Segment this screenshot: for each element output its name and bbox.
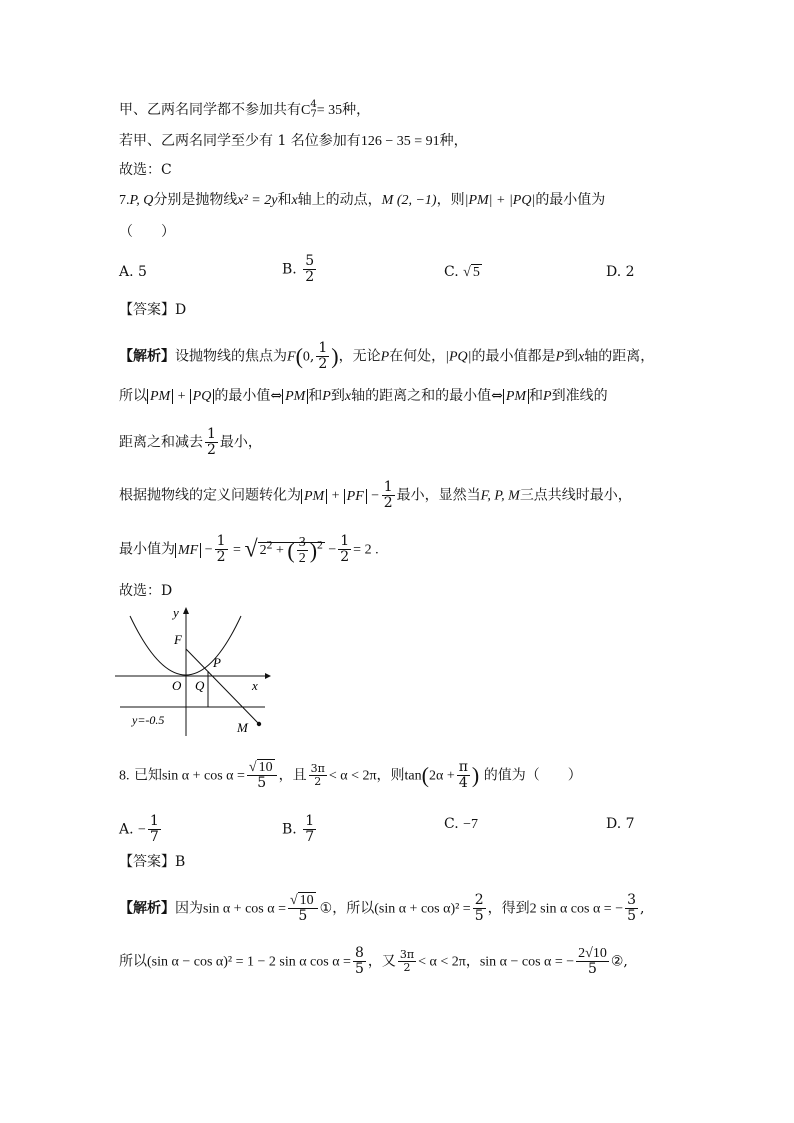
q8-arg-den: 4 — [457, 775, 470, 791]
q7-s2-x: x — [344, 389, 352, 404]
comb-sup: 4 — [310, 99, 317, 110]
q7-solution-line-3 — [119, 427, 262, 458]
q8-b-frac — [303, 814, 316, 845]
q7-s2f: 和 — [529, 388, 544, 404]
q7-s2-p: P — [322, 389, 331, 404]
q8-arg: 2α + — [428, 768, 455, 784]
q7-x: x — [291, 193, 298, 208]
q7-s1e: 的最小值都是 — [471, 348, 556, 365]
q8-t1: 已知 — [133, 767, 162, 784]
q7-s5-radicand: $2^2$ + ( $\frac{3}{2}$ )$^2$ — [259, 534, 323, 566]
q7-s4c: F, P, M — [480, 488, 520, 504]
line1-text: 甲、乙两名同学都不参加共有 — [119, 102, 301, 118]
q7-t5: 的最小值为 — [535, 192, 606, 208]
line2-end: 种， — [439, 133, 468, 149]
q8-c-label: C. — [444, 816, 459, 832]
q7-expr: |PM| + |PQ| — [464, 193, 536, 208]
q8-arg-num: π — [458, 759, 468, 775]
q7-t3: 轴上的动点， — [297, 192, 382, 208]
q8-s1-den: 5 — [288, 908, 318, 924]
q7-s4-num: 1 — [383, 479, 393, 495]
q8-s1-frac2 — [473, 893, 486, 924]
q8-s2-range — [398, 949, 416, 974]
line1-end: 种， — [342, 102, 371, 118]
q7-s5-exp1: 2 — [266, 537, 273, 551]
q8-rad: 10 — [258, 760, 273, 775]
q7-b-label: B. — [282, 261, 297, 278]
text-line-2 — [119, 131, 468, 152]
q8-s1e: 2 sin α cos α = − — [529, 901, 624, 917]
q7-b-den: 2 — [305, 269, 315, 285]
q7-number: 7. — [119, 193, 130, 208]
q7-s4b: 最小，显然当 — [396, 487, 481, 504]
q7-sol-label: 【解析】 — [119, 348, 175, 365]
q7-solution-line-4 — [119, 480, 632, 511]
q8-s2-range-num: 3π — [399, 948, 415, 961]
q8-s2c: ，又 — [367, 953, 396, 970]
comb-sub: 7 — [310, 109, 317, 120]
q7-s1g: 到 — [564, 348, 579, 365]
q8-stem — [119, 760, 582, 791]
q7-s1-p2: P — [555, 349, 565, 365]
q7-solution-line-2 — [119, 386, 608, 407]
q7-point-m: M (2, −1) — [381, 193, 437, 208]
q7-t2: 和 — [277, 192, 292, 208]
q8-s2b: (sin α − cos α)² = 1 − 2 sin α cos α = — [147, 954, 351, 970]
q8-s1-num: √ 10 — [289, 893, 314, 908]
q8-s1-frac — [288, 893, 318, 924]
q7-s2-expr: PM + PQ — [147, 389, 214, 404]
y-axis-arrow — [183, 607, 189, 614]
q7-s5-num1: 1 — [216, 533, 226, 549]
point-m — [257, 722, 261, 726]
q8-frac-num: √ 10 — [248, 760, 273, 775]
q7-s1-zero: 0 — [302, 349, 310, 365]
q7-s3-num: 1 — [207, 426, 216, 442]
q8-s2d: ， — [465, 953, 480, 970]
q8-s1-num2: 2 — [474, 892, 484, 908]
q8-range-num: 3π — [310, 762, 325, 775]
label-f: F — [174, 632, 182, 647]
q8-s2-frac — [353, 946, 366, 977]
q8-s2f: ②, — [610, 953, 628, 970]
q7-s4-frac — [382, 480, 395, 511]
q8-arg-frac — [457, 760, 470, 791]
q7-s1b: ，无论 — [338, 348, 381, 365]
q7-s5a: 最小值为 — [119, 541, 175, 558]
q8-frac — [247, 760, 277, 791]
q7-s2c: 和 — [308, 388, 323, 404]
q8-s1-den3: 5 — [627, 908, 637, 924]
q7-s3-den: 2 — [207, 442, 216, 458]
q7-s5-frac3 — [338, 534, 351, 565]
q7-c-sqrt: √ 5 — [463, 265, 480, 280]
q7-s2-p2: P — [543, 389, 552, 404]
q8-c-val: −7 — [463, 817, 479, 832]
q7-s3b: 最小， — [219, 434, 262, 451]
q8-b-num: 1 — [305, 813, 315, 829]
q7-s3-frac — [205, 427, 218, 458]
q8-s1-lhs: sin α + cos α = — [203, 901, 286, 917]
q8-solution-line-2 — [119, 946, 628, 977]
parabola-figure — [115, 604, 275, 739]
q8-t3: ，则 — [376, 767, 405, 784]
q7-s1-p: P — [380, 349, 390, 365]
line2-text: 若甲、乙两名同学至少有 1 名位参加有 — [119, 133, 361, 149]
q8-t4: 的值为（ ） — [483, 767, 582, 784]
x-axis-arrow — [265, 673, 271, 679]
q7-s1-x: x — [578, 349, 585, 365]
q7-s5-mf: MF — [175, 543, 201, 558]
label-y: y — [173, 605, 179, 620]
q8-s2-num2: 2√10 — [578, 946, 607, 961]
q7-s1-lparen: ( — [295, 343, 303, 369]
q7-option-d: D. 2 — [606, 264, 635, 280]
q7-s1h: 轴的距离， — [584, 348, 655, 365]
q8-range-frac — [309, 763, 327, 788]
q8-range-mid: < α < 2π — [328, 768, 377, 784]
q7-choose: 故选：D — [119, 583, 173, 599]
label-directrix: y=-0.5 — [132, 713, 165, 727]
q7-s4-den: 2 — [383, 495, 393, 511]
q8-s1d: ，得到 — [487, 900, 530, 917]
q7-s4-expr: PM + PF − — [301, 489, 380, 504]
q8-sol-label: 【解析】 — [119, 900, 175, 917]
q8-a-sign: − — [138, 822, 146, 838]
q8-rparen: ) — [471, 762, 480, 788]
q7-s2-pm: PM — [282, 389, 308, 404]
q8-option-c — [444, 814, 478, 835]
q7-t4: ，则 — [436, 192, 465, 208]
q8-lparen: ( — [421, 762, 429, 788]
q8-a-frac — [148, 814, 161, 845]
q8-s2a: 所以 — [119, 953, 147, 970]
q7-s2d: 到 — [330, 388, 345, 404]
q8-option-d: D. 7 — [606, 816, 635, 832]
q7-s2b: 的最小值⇔ — [214, 388, 283, 404]
q7-s2e: 轴的距离之和的最小值⇔ — [351, 388, 503, 404]
q7-s1-den: 2 — [318, 356, 328, 372]
q7-parabola-eq: x² = 2y — [237, 193, 278, 208]
q7-s5-num3: 1 — [340, 533, 350, 549]
q7-s5-exp2: 2 — [317, 537, 323, 551]
q7-option-b — [282, 254, 318, 285]
line2-equation: 126 − 35 = 91 — [360, 134, 440, 149]
q8-s1-rad: 10 — [299, 893, 314, 908]
q8-s2-frac2 — [576, 946, 609, 977]
q8-s1c: (sin α + cos α)² = — [374, 901, 471, 917]
q7-s5-base: 2 — [259, 542, 267, 558]
q8-s1-num3: 3 — [627, 892, 637, 908]
q7-c-radicand: 5 — [472, 265, 480, 280]
q8-solution-line-1: 【解析】因为sin α + cos α = $\frac{√ 10}{5}$ ①，所以(sin α + cos α)² = $\frac{2}{5}$ ，得到2 sin α cos α = − $\frac{3}{5}$ , — [119, 892, 645, 924]
q8-b-label: B. — [282, 821, 297, 838]
q7-s5-frac1 — [215, 534, 228, 565]
text-line-3: 故选：C — [119, 162, 172, 178]
q8-tan: tan — [404, 768, 422, 784]
q7-s5b: = 2 . — [353, 542, 379, 558]
q8-a-label: A. — [119, 821, 134, 838]
q7-s1a: 设抛物线的焦点为 — [175, 348, 287, 365]
q8-s2-den: 5 — [354, 961, 364, 977]
comb-symbol: C — [301, 103, 311, 118]
label-x: x — [252, 678, 258, 693]
q7-s1-f: F — [287, 349, 296, 365]
q8-s2e: sin α − cos α = − — [479, 954, 575, 970]
q8-lhs: sin α + cos α = — [161, 768, 245, 784]
q7-paren: （ ） — [119, 224, 175, 240]
q7-s5-den2: 2 — [298, 550, 306, 566]
q8-s2-range-mid: < α < 2π — [418, 954, 466, 970]
q7-option-c — [444, 262, 482, 283]
q7-s2a: 所以 — [119, 388, 147, 404]
line1-equation: = 35 — [316, 103, 343, 118]
q8-s1b: ①，所以 — [319, 900, 375, 917]
q8-frac-den: 5 — [247, 775, 277, 791]
q7-s5-den3: 2 — [340, 549, 350, 565]
label-m: M — [237, 720, 248, 735]
q8-b-den: 7 — [305, 829, 315, 845]
q8-arg-two: 2 — [428, 768, 436, 784]
q8-t2: ，且 — [278, 767, 307, 784]
label-q: Q — [195, 678, 205, 693]
q8-s1-frac3 — [625, 893, 638, 924]
q7-b-num: 5 — [305, 253, 315, 269]
q7-solution-line-1: 【解析】设抛物线的焦点为F(0, $\frac{1}{2}$ )，无论P在何处，|PQ|的最小值都是P到x轴的距离， — [119, 340, 655, 372]
q7-s4a: 根据抛物线的定义问题转化为 — [119, 487, 301, 504]
q7-s1-rparen: ) — [331, 343, 339, 369]
q7-b-frac — [303, 254, 316, 285]
q8-s1-den2: 5 — [474, 908, 484, 924]
label-o: O — [172, 678, 182, 693]
q7-s5-den1: 2 — [216, 549, 226, 565]
q7-s2-pm2: PM — [503, 389, 529, 404]
q7-answer: 【答案】D — [119, 302, 187, 318]
q7-s5-num2: 3 — [298, 534, 306, 550]
q8-s1a: 因为 — [175, 900, 203, 917]
q8-answer: 【答案】B — [119, 854, 186, 870]
q8-a-num: 1 — [149, 813, 159, 829]
text-line-1 — [119, 100, 370, 121]
q8-s2-num: 8 — [354, 945, 364, 961]
q7-s1-num: 1 — [318, 340, 328, 356]
q8-range-den: 2 — [309, 775, 327, 788]
q7-c-label: C. — [444, 264, 459, 280]
q7-s1-frac — [316, 341, 329, 372]
q7-vars: P, Q — [129, 193, 154, 208]
q7-s5-frac2 — [297, 535, 308, 566]
q8-option-a — [119, 814, 163, 845]
q7-solution-line-5: 最小值为 MF − $\frac{1}{2}$ = √ $2^2$ + ( $\frac{3}{2}$ )$^2$ − $\frac{1}{2}$ = 2 . — [119, 533, 379, 566]
q8-s2-range-den: 2 — [398, 961, 416, 974]
q7-option-a: A. 5 — [119, 264, 147, 280]
q7-s2g: 到准线的 — [551, 388, 608, 404]
q7-s3a: 距离之和减去 — [119, 434, 203, 451]
q7-t1: 分别是抛物线 — [153, 192, 238, 208]
q7-s4d: 三点共线时最小， — [519, 487, 632, 504]
q7-stem — [119, 190, 605, 211]
q8-a-den: 7 — [149, 829, 159, 845]
q8-number: 8. — [119, 768, 130, 784]
q8-option-b — [282, 814, 318, 845]
q7-s1d: |PQ| — [445, 349, 472, 365]
q7-s1c: 在何处， — [389, 348, 446, 365]
label-p: P — [213, 655, 221, 670]
q7-s5-root: √ — [244, 536, 258, 563]
q8-s2-den2: 5 — [576, 961, 609, 977]
